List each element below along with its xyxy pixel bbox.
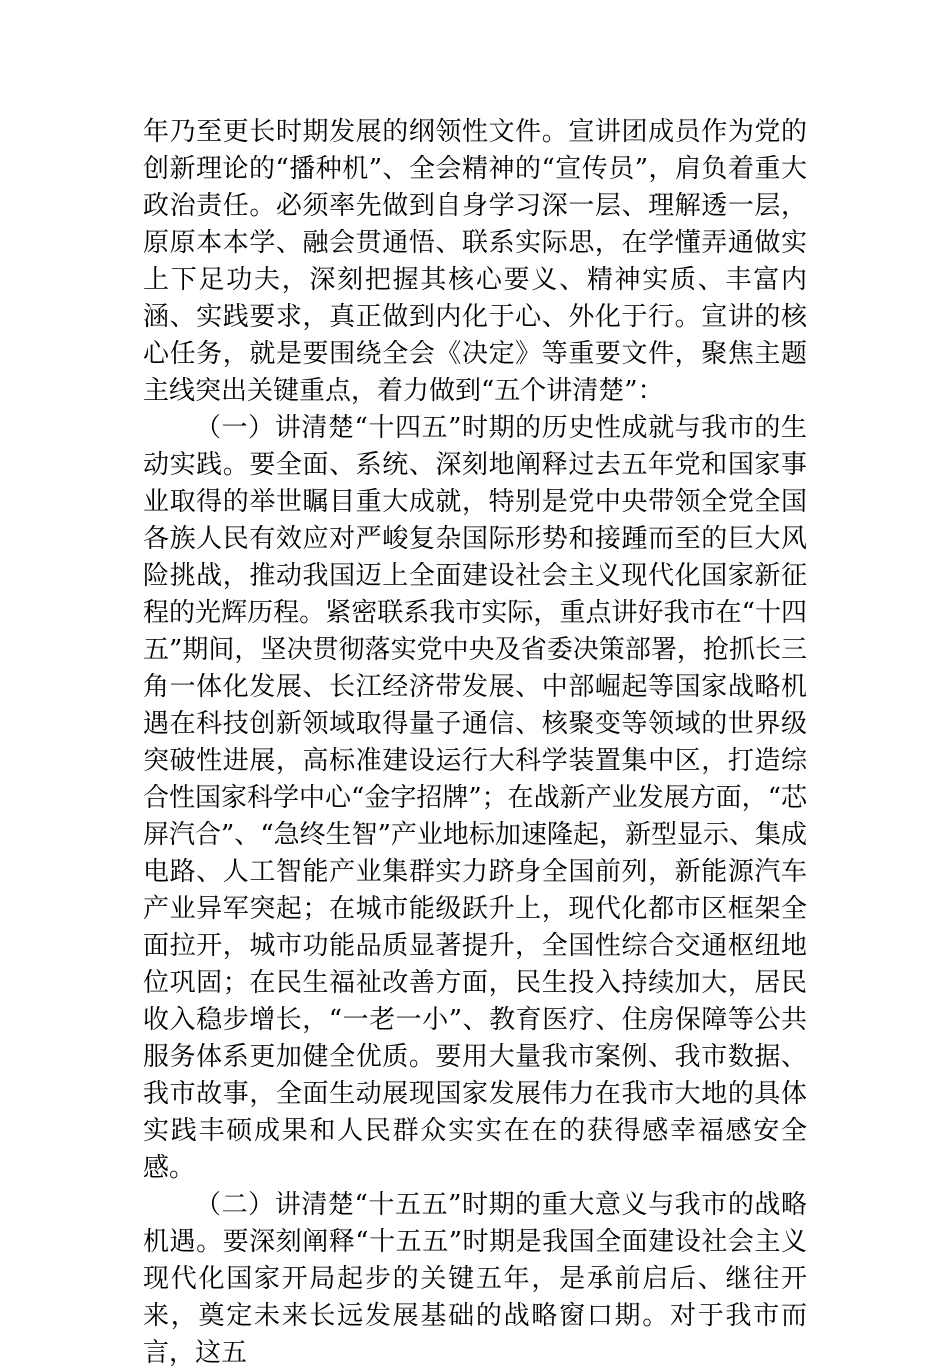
paragraph-intro: 年乃至更长时期发展的纲领性文件。宣讲团成员作为党的创新理论的“播种机”、全会精神的“宣传员”，肩负着重大政治责任。必须率先做到自身学习深一层、理解透一层，原原本本学、融会贯通悟、联系实际思，在学懂弄通做实上下足功夫，深刻把握其核心要义、精神实质、丰富内涵、实践要求，真正做到内化于心、外化于行。宣讲的核心任务，就是要围绕全会《决定》等重要文件，聚焦主题主线突出关键重点，着力做到“五个讲清楚”： [143,117,807,406]
paragraph-section-two: （二）讲清楚“十五五”时期的重大意义与我市的战略机遇。要深刻阐释“十五五”时期是我国全面建设社会主义现代化国家开局起步的关键五年，是承前启后、继往开来，奠定未来长远发展基础的战略窗口期。对于我市而言，这五 [143,1190,807,1368]
paragraph-section-one: （一）讲清楚“十四五”时期的历史性成就与我市的生动实践。要全面、系统、深刻地阐释过去五年党和国家事业取得的举世瞩目重大成就，特别是党中央带领全党全国各族人民有效应对严峻复杂国际形势和接踵而至的巨大风险挑战，推动我国迈上全面建设社会主义现代化国家新征程的光辉历程。紧密联系我市实际，重点讲好我市在“十四五”期间，坚决贯彻落实党中央及省委决策部署，抢抓长三角一体化发展、长江经济带发展、中部崛起等国家战略机遇在科技创新领域取得量子通信、核聚变等领域的世界级突破性进展，高标准建设运行大科学装置集中区，打造综合性国家科学中心“金字招牌”；在战新产业发展方面，“芯屏汽合”、“急终生智”产业地标加速隆起，新型显示、集成电路、人工智能产业集群实力跻身全国前列，新能源汽车产业异军突起；在城市能级跃升上，现代化都市区框架全面拉开，城市功能品质显著提升，全国性综合交通枢纽地位巩固；在民生福祉改善方面，民生投入持续加大，居民收入稳步增长，“一老一小”、教育医疗、住房保障等公共服务体系更加健全优质。要用大量我市案例、我市数据、我市故事，全面生动展现国家发展伟力在我市大地的具体实践丰硕成果和人民群众实实在在的获得感幸福感安全感。 [143,413,807,1183]
document-body [143,114,807,1372]
